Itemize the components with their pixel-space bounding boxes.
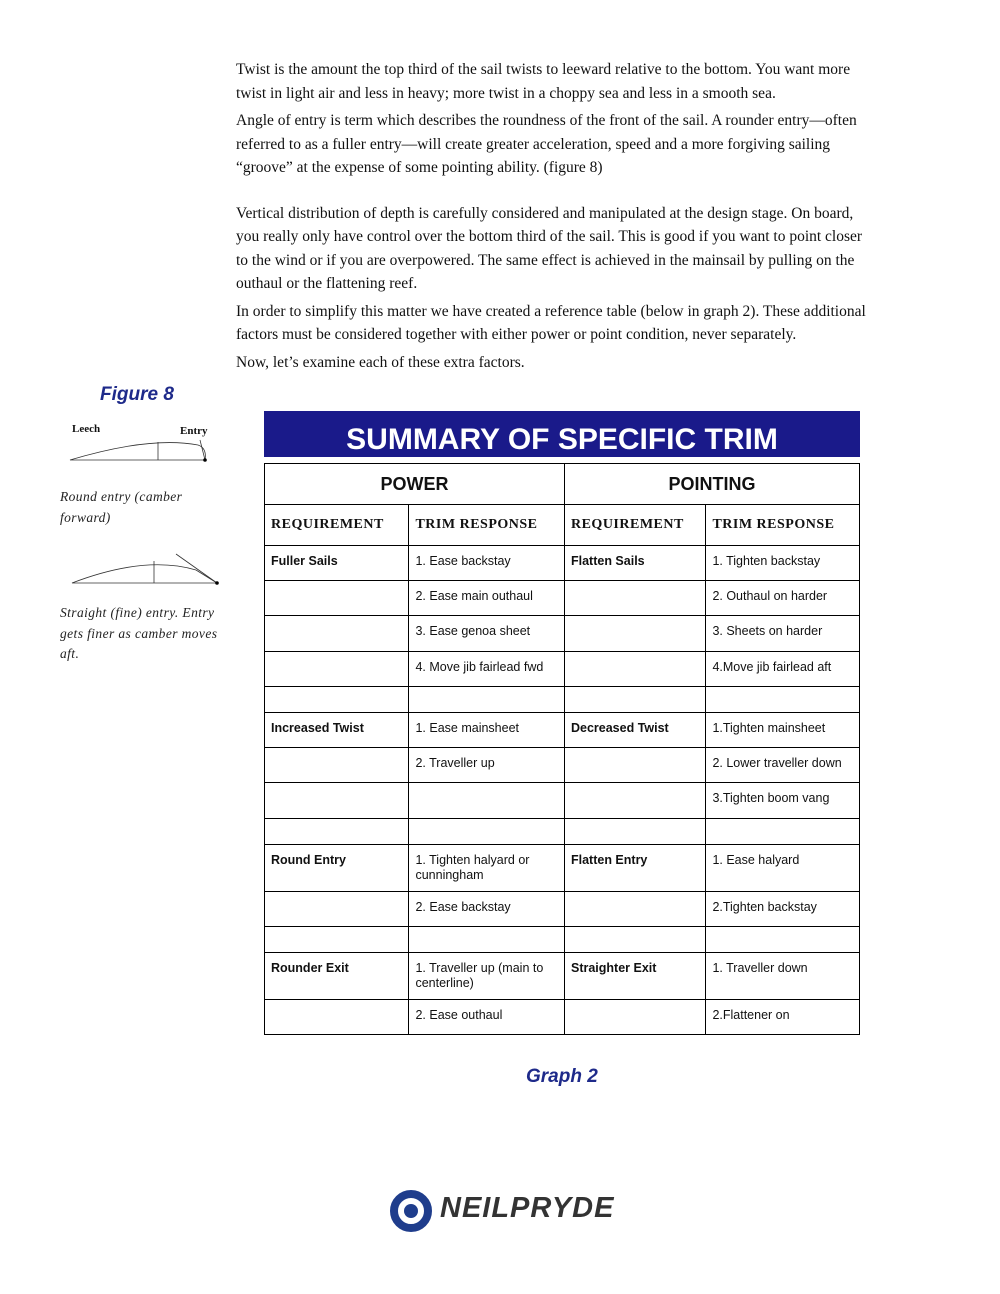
power-requirement-cell — [265, 927, 409, 953]
power-trim-response-cell — [409, 819, 565, 845]
straight-entry-diagram — [60, 543, 230, 593]
pointing-trim-response-cell: 3.Tighten boom vang — [706, 783, 860, 819]
power-requirement-cell — [265, 687, 409, 713]
pointing-trim-response-cell: 2. Outhaul on harder — [706, 581, 860, 616]
body-text — [236, 58, 876, 374]
power-requirement-cell: Rounder Exit — [265, 953, 409, 1000]
table-row — [265, 819, 860, 845]
trim-summary — [264, 411, 860, 1035]
logo-wordmark: NEILPRYDE — [440, 1192, 615, 1224]
trim-table — [264, 463, 860, 1035]
table-row — [265, 546, 860, 581]
table-row — [265, 616, 860, 652]
power-trim-response-cell: 4. Move jib fairlead fwd — [409, 652, 565, 687]
pointing-requirement-cell — [564, 687, 705, 713]
power-trim-response-cell: 3. Ease genoa sheet — [409, 616, 565, 652]
straight-entry-caption: Straight (fine) entry. Entry gets finer as camber moves aft. — [60, 605, 218, 661]
power-trim-response-cell: 1. Tighten halyard or cunningham — [409, 845, 565, 892]
power-requirement-cell: Fuller Sails — [265, 546, 409, 581]
table-group-header-row — [265, 464, 860, 505]
pointing-header: POINTING — [564, 464, 859, 505]
power-requirement-cell — [265, 748, 409, 783]
pointing-trim-response-cell: 3. Sheets on harder — [706, 616, 860, 652]
round-entry-caption: Round entry (camber forward) — [60, 489, 183, 525]
power-trim-response-cell: 1. Ease mainsheet — [409, 713, 565, 748]
table-row — [265, 892, 860, 927]
leech-label: Leech — [72, 423, 101, 435]
pointing-trim-response-cell — [706, 819, 860, 845]
power-requirement-cell: Increased Twist — [265, 713, 409, 748]
table-row — [265, 927, 860, 953]
pointing-requirement-cell — [564, 783, 705, 819]
pointing-requirement-cell — [564, 1000, 705, 1035]
pointing-requirement-header: REQUIREMENT — [564, 505, 705, 546]
paragraph-examine-factors: Now, let’s examine each of these extra factors. — [236, 353, 525, 371]
power-requirement-cell — [265, 819, 409, 845]
power-requirement-cell — [265, 652, 409, 687]
paragraph-reference-table: In order to simplify this matter we have created a reference table (below in graph 2). These additional factors must be considered together with either power or point condition, never separately. — [236, 302, 866, 343]
pointing-trim-response-cell: 2. Lower traveller down — [706, 748, 860, 783]
table-row — [265, 652, 860, 687]
pointing-trim-response-cell: 2.Flattener on — [706, 1000, 860, 1035]
power-requirement-header: REQUIREMENT — [265, 505, 409, 546]
table-row — [265, 845, 860, 892]
pointing-requirement-cell — [564, 819, 705, 845]
table-row — [265, 713, 860, 748]
pointing-requirement-cell: Decreased Twist — [564, 713, 705, 748]
power-requirement-cell — [265, 892, 409, 927]
power-header: POWER — [265, 464, 565, 505]
summary-banner: SUMMARY OF SPECIFIC TRIM — [264, 411, 860, 460]
table-row — [265, 953, 860, 1000]
pointing-requirement-cell — [564, 748, 705, 783]
table-row — [265, 581, 860, 616]
pointing-requirement-cell: Flatten Sails — [564, 546, 705, 581]
power-requirement-cell — [265, 783, 409, 819]
neilpryde-logo — [388, 1188, 658, 1234]
table-subheader-row — [265, 505, 860, 546]
pointing-requirement-cell — [564, 892, 705, 927]
pointing-trim-response-cell — [706, 687, 860, 713]
pointing-trim-response-cell: 2.Tighten backstay — [706, 892, 860, 927]
table-row — [265, 748, 860, 783]
round-entry-sail-icon — [60, 418, 230, 470]
power-trim-response-cell: 1. Traveller up (main to centerline) — [409, 953, 565, 1000]
pointing-trim-response-cell: 1. Tighten backstay — [706, 546, 860, 581]
power-trim-response-cell — [409, 687, 565, 713]
trim-table-body — [265, 546, 860, 1035]
round-entry-diagram — [60, 418, 230, 470]
paragraph-angle-of-entry: Angle of entry is term which describes the roundness of the front of the sail. A rounder entry—often referred to as a fuller entry—will create greater acceleration, speed and a more forgiving sailing “groove” at the expense of some pointing ability. (figure 8) — [236, 112, 857, 176]
logo-ring-icon — [388, 1188, 434, 1234]
pointing-trim-response-cell — [706, 927, 860, 953]
pointing-trim-response-header: TRIM RESPONSE — [706, 505, 860, 546]
pointing-trim-response-cell: 4.Move jib fairlead aft — [706, 652, 860, 687]
power-trim-response-cell: 2. Traveller up — [409, 748, 565, 783]
graph-title: Graph 2 — [526, 1066, 598, 1087]
power-requirement-cell — [265, 616, 409, 652]
pointing-requirement-cell: Flatten Entry — [564, 845, 705, 892]
paragraph-vertical-distribution: Vertical distribution of depth is carefully considered and manipulated at the design stage. On board, you really only have control over the bottom third of the sail. This is good if you want to point closer to the wind or if you are overpowered. The same effect is achieved in the mainsail by pulling on the outhaul or the flattening reef. — [236, 204, 863, 292]
power-trim-response-header: TRIM RESPONSE — [409, 505, 565, 546]
straight-entry-sail-icon — [60, 543, 230, 593]
pointing-trim-response-cell: 1. Ease halyard — [706, 845, 860, 892]
pointing-requirement-cell — [564, 581, 705, 616]
power-trim-response-cell: 2. Ease main outhaul — [409, 581, 565, 616]
pointing-trim-response-cell: 1.Tighten mainsheet — [706, 713, 860, 748]
pointing-requirement-cell — [564, 616, 705, 652]
paragraph-twist: Twist is the amount the top third of the sail twists to leeward relative to the bottom. You want more twist in light air and less in heavy; more twist in a choppy sea and less in a smooth sea. — [236, 61, 851, 102]
pointing-requirement-cell: Straighter Exit — [564, 953, 705, 1000]
figure-8 — [60, 418, 230, 665]
figure-title: Figure 8 — [100, 384, 174, 405]
entry-label: Entry — [180, 425, 208, 437]
pointing-requirement-cell — [564, 652, 705, 687]
power-requirement-cell — [265, 581, 409, 616]
power-requirement-cell — [265, 1000, 409, 1035]
power-trim-response-cell — [409, 927, 565, 953]
pointing-trim-response-cell: 1. Traveller down — [706, 953, 860, 1000]
power-trim-response-cell: 2. Ease backstay — [409, 892, 565, 927]
table-row — [265, 687, 860, 713]
table-row — [265, 1000, 860, 1035]
power-trim-response-cell — [409, 783, 565, 819]
table-row — [265, 783, 860, 819]
power-trim-response-cell: 1. Ease backstay — [409, 546, 565, 581]
pointing-requirement-cell — [564, 927, 705, 953]
power-trim-response-cell: 2. Ease outhaul — [409, 1000, 565, 1035]
power-requirement-cell: Round Entry — [265, 845, 409, 892]
